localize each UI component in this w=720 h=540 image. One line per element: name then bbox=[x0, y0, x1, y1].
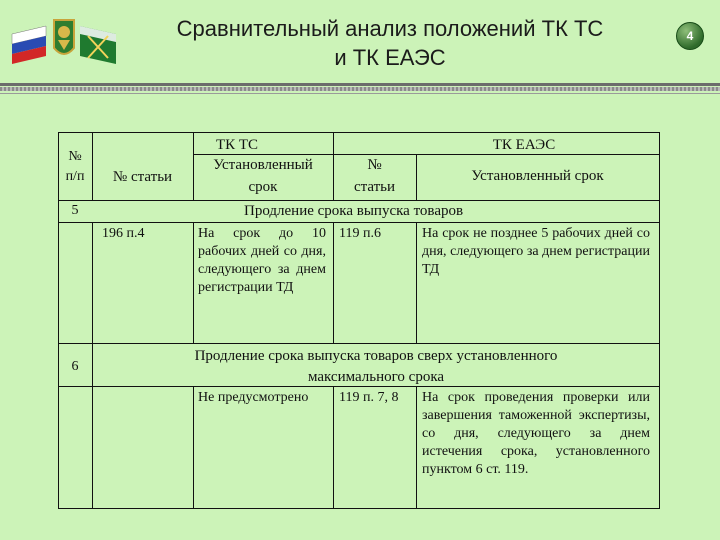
header-tk-eaes: ТК ЕАЭС bbox=[492, 137, 556, 153]
page-number-badge: 4 bbox=[676, 22, 704, 50]
customs-logo bbox=[8, 12, 120, 74]
row-6-section-title-line2: максимального срока bbox=[307, 369, 445, 385]
header-ts-term-line2: срок bbox=[248, 179, 278, 195]
emblem-icon bbox=[54, 20, 74, 54]
row-5-number: 5 bbox=[71, 203, 79, 218]
row-5-eaes-term: На срок не позднее 5 рабочих дней со дня, следующего за днем регистрации ТД bbox=[422, 226, 650, 277]
header-num-label: п/п bbox=[65, 169, 85, 184]
slide-title bbox=[140, 14, 640, 72]
row-6-number: 6 bbox=[71, 359, 79, 374]
row-5-ts-term: На срок до 10 рабочих дней со дня, следующего за днем регистрации ТД bbox=[198, 226, 326, 295]
row-6-eaes-article: 119 п. 7, 8 bbox=[339, 390, 399, 405]
header-eaes-term: Установленный срок bbox=[471, 168, 604, 184]
header-eaes-article-line1: № bbox=[367, 157, 382, 173]
header-tk-ts: ТК ТС bbox=[215, 137, 259, 153]
title-line-2: и ТК ЕАЭС bbox=[334, 45, 446, 70]
russian-flag-icon bbox=[12, 26, 46, 64]
header-divider-thin bbox=[0, 93, 720, 94]
customs-flag-icon bbox=[80, 26, 116, 64]
row-5-eaes-article: 119 п.6 bbox=[339, 226, 381, 241]
header-eaes-article-line2: статьи bbox=[353, 179, 396, 195]
row-6-eaes-term: На срок проведения проверки или завершения таможенной экспертизы, со дня, следующего за днем истечения срока, установленного пунктом 6 ст. 119. bbox=[422, 390, 650, 477]
row-5-section-title: Продление срока выпуска товаров bbox=[244, 203, 464, 219]
title-line-1: Сравнительный анализ положений ТК ТС bbox=[176, 16, 604, 41]
row-5-ts-article: 196 п.4 bbox=[102, 226, 145, 241]
header-ts-article: № статьи bbox=[112, 169, 173, 185]
header-ts-term-line1: Установленный bbox=[213, 157, 313, 173]
row-6-section-title-line1: Продление срока выпуска товаров сверх установленного bbox=[194, 348, 558, 364]
header-divider-pattern bbox=[0, 87, 720, 91]
row-6-ts-term: Не предусмотрено bbox=[198, 390, 309, 405]
header-divider bbox=[0, 83, 720, 86]
header-num-symbol: № bbox=[68, 149, 82, 164]
